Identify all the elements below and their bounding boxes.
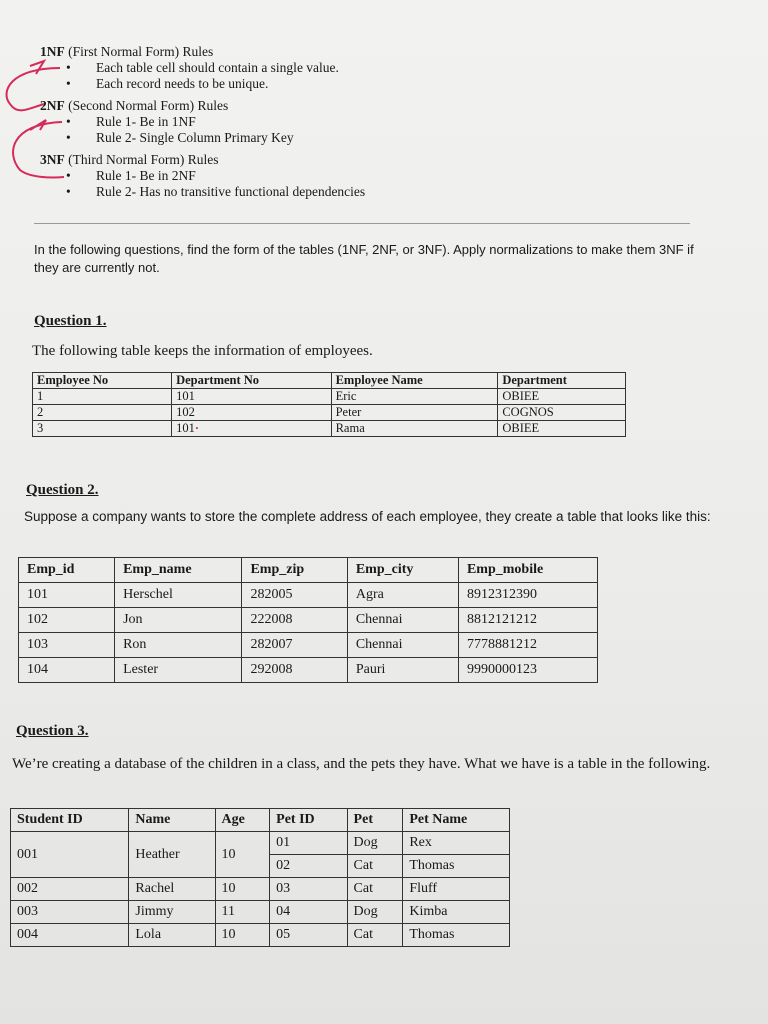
table-cell: Jimmy <box>129 901 215 924</box>
table-cell: OBIEE <box>498 389 626 405</box>
table-cell: 03 <box>270 878 347 901</box>
normal-form-rules <box>40 44 365 200</box>
rule-item: • Each record needs to be unique. <box>66 76 365 92</box>
rule-heading-3nf: 3NF (Third Normal Form) Rules <box>40 152 219 167</box>
column-header: Emp_name <box>115 558 242 583</box>
table-cell: 3 <box>33 421 172 437</box>
table-cell: 05 <box>270 924 347 947</box>
table-cell: Kimba <box>403 901 510 924</box>
table-cell: 04 <box>270 901 347 924</box>
column-header: Pet Name <box>403 809 510 832</box>
table-cell: 1 <box>33 389 172 405</box>
table-row <box>33 421 626 437</box>
table-cell: Peter <box>331 405 498 421</box>
question-3-title: Question 3. <box>16 723 89 739</box>
pen-mark: · <box>194 421 199 435</box>
table-cell: 102 <box>172 405 332 421</box>
table-cell: 02 <box>270 855 347 878</box>
table-cell: 10 <box>215 832 270 878</box>
table-row <box>11 924 510 947</box>
column-header: Emp_city <box>347 558 458 583</box>
table-cell: 002 <box>11 878 129 901</box>
table-cell: 282007 <box>242 633 347 658</box>
table-row <box>19 608 598 633</box>
table-cell: OBIEE <box>498 421 626 437</box>
table-cell: Cat <box>347 855 403 878</box>
table-cell: Eric <box>331 389 498 405</box>
column-header: Student ID <box>11 809 129 832</box>
column-header: Age <box>215 809 270 832</box>
table-row <box>19 583 598 608</box>
instructions: In the following questions, find the form of the tables (1NF, 2NF, or 3NF). Apply normalizations to make them 3NF if they are currently not. <box>34 242 694 275</box>
table-cell: Ron <box>115 633 242 658</box>
table-cell: 11 <box>215 901 270 924</box>
column-header: Department <box>498 373 626 389</box>
children-pets-table <box>10 808 510 947</box>
table-cell: Chennai <box>347 633 458 658</box>
table-cell: Chennai <box>347 608 458 633</box>
table-cell: Lola <box>129 924 215 947</box>
table-cell: 222008 <box>242 608 347 633</box>
table-cell: 2 <box>33 405 172 421</box>
table-header-row <box>33 373 626 389</box>
question-2-title: Question 2. <box>26 482 99 498</box>
table-cell: Cat <box>347 878 403 901</box>
table-cell: Agra <box>347 583 458 608</box>
rule-item: • Rule 1- Be in 2NF <box>66 168 365 184</box>
rule-list-2nf <box>40 114 365 146</box>
table-row <box>19 633 598 658</box>
table-cell: 004 <box>11 924 129 947</box>
table-cell: 003 <box>11 901 129 924</box>
table-row <box>33 405 626 421</box>
column-header: Employee No <box>33 373 172 389</box>
table-cell: Herschel <box>115 583 242 608</box>
table-cell: COGNOS <box>498 405 626 421</box>
table-cell: 102 <box>19 608 115 633</box>
column-header: Pet <box>347 809 403 832</box>
rule-list-1nf <box>40 60 365 92</box>
table-row <box>11 901 510 924</box>
cell-text: 101 <box>176 421 195 435</box>
question-1-text: The following table keeps the information of employees. <box>32 343 373 359</box>
rule-item: • Each table cell should contain a single value. <box>66 60 365 76</box>
table-cell: Thomas <box>403 855 510 878</box>
table-header-row <box>11 809 510 832</box>
table-cell: 101 <box>19 583 115 608</box>
rule-list-3nf <box>40 168 365 200</box>
table-cell: Heather <box>129 832 215 878</box>
rule-item: • Rule 2- Has no transitive functional dependencies <box>66 184 365 200</box>
table-cell: Dog <box>347 901 403 924</box>
rule-item: • Rule 1- Be in 1NF <box>66 114 365 130</box>
table-row <box>11 832 510 855</box>
table-cell: 7778881212 <box>458 633 597 658</box>
table-cell: 103 <box>19 633 115 658</box>
table-header-row <box>19 558 598 583</box>
column-header: Pet ID <box>270 809 347 832</box>
table-cell: Cat <box>347 924 403 947</box>
table-cell: 10 <box>215 878 270 901</box>
table-cell: Rachel <box>129 878 215 901</box>
table-cell: 9990000123 <box>458 658 597 683</box>
table-cell: 8812121212 <box>458 608 597 633</box>
table-cell: 282005 <box>242 583 347 608</box>
question-3-text: We’re creating a database of the children in a class, and the pets they have. What we have is a table in the following. <box>12 756 711 772</box>
employee-address-table <box>18 557 598 683</box>
column-header: Emp_mobile <box>458 558 597 583</box>
employee-table <box>32 372 626 437</box>
table-cell: 10 <box>215 924 270 947</box>
table-cell <box>172 421 332 437</box>
table-cell: 292008 <box>242 658 347 683</box>
table-row <box>19 658 598 683</box>
column-header: Department No <box>172 373 332 389</box>
rule-item: • Rule 2- Single Column Primary Key <box>66 130 365 146</box>
rule-heading-1nf: 1NF (First Normal Form) Rules <box>40 44 214 59</box>
table-cell: Lester <box>115 658 242 683</box>
table-cell: Dog <box>347 832 403 855</box>
question-1-title: Question 1. <box>34 313 107 329</box>
table-cell: Rama <box>331 421 498 437</box>
column-header: Emp_zip <box>242 558 347 583</box>
table-cell: 104 <box>19 658 115 683</box>
table-cell: Fluff <box>403 878 510 901</box>
table-cell: 8912312390 <box>458 583 597 608</box>
table-cell: 01 <box>270 832 347 855</box>
rule-heading-2nf: 2NF (Second Normal Form) Rules <box>40 98 229 113</box>
table-row <box>33 389 626 405</box>
question-2-text: Suppose a company wants to store the complete address of each employee, they create a table that looks like this: <box>24 509 711 524</box>
table-cell: 101 <box>172 389 332 405</box>
column-header: Name <box>129 809 215 832</box>
column-header: Emp_id <box>19 558 115 583</box>
table-cell: Pauri <box>347 658 458 683</box>
column-header: Employee Name <box>331 373 498 389</box>
section-divider <box>34 223 690 224</box>
table-row <box>11 878 510 901</box>
table-cell: 001 <box>11 832 129 878</box>
table-cell: Jon <box>115 608 242 633</box>
table-cell: Rex <box>403 832 510 855</box>
table-cell: Thomas <box>403 924 510 947</box>
